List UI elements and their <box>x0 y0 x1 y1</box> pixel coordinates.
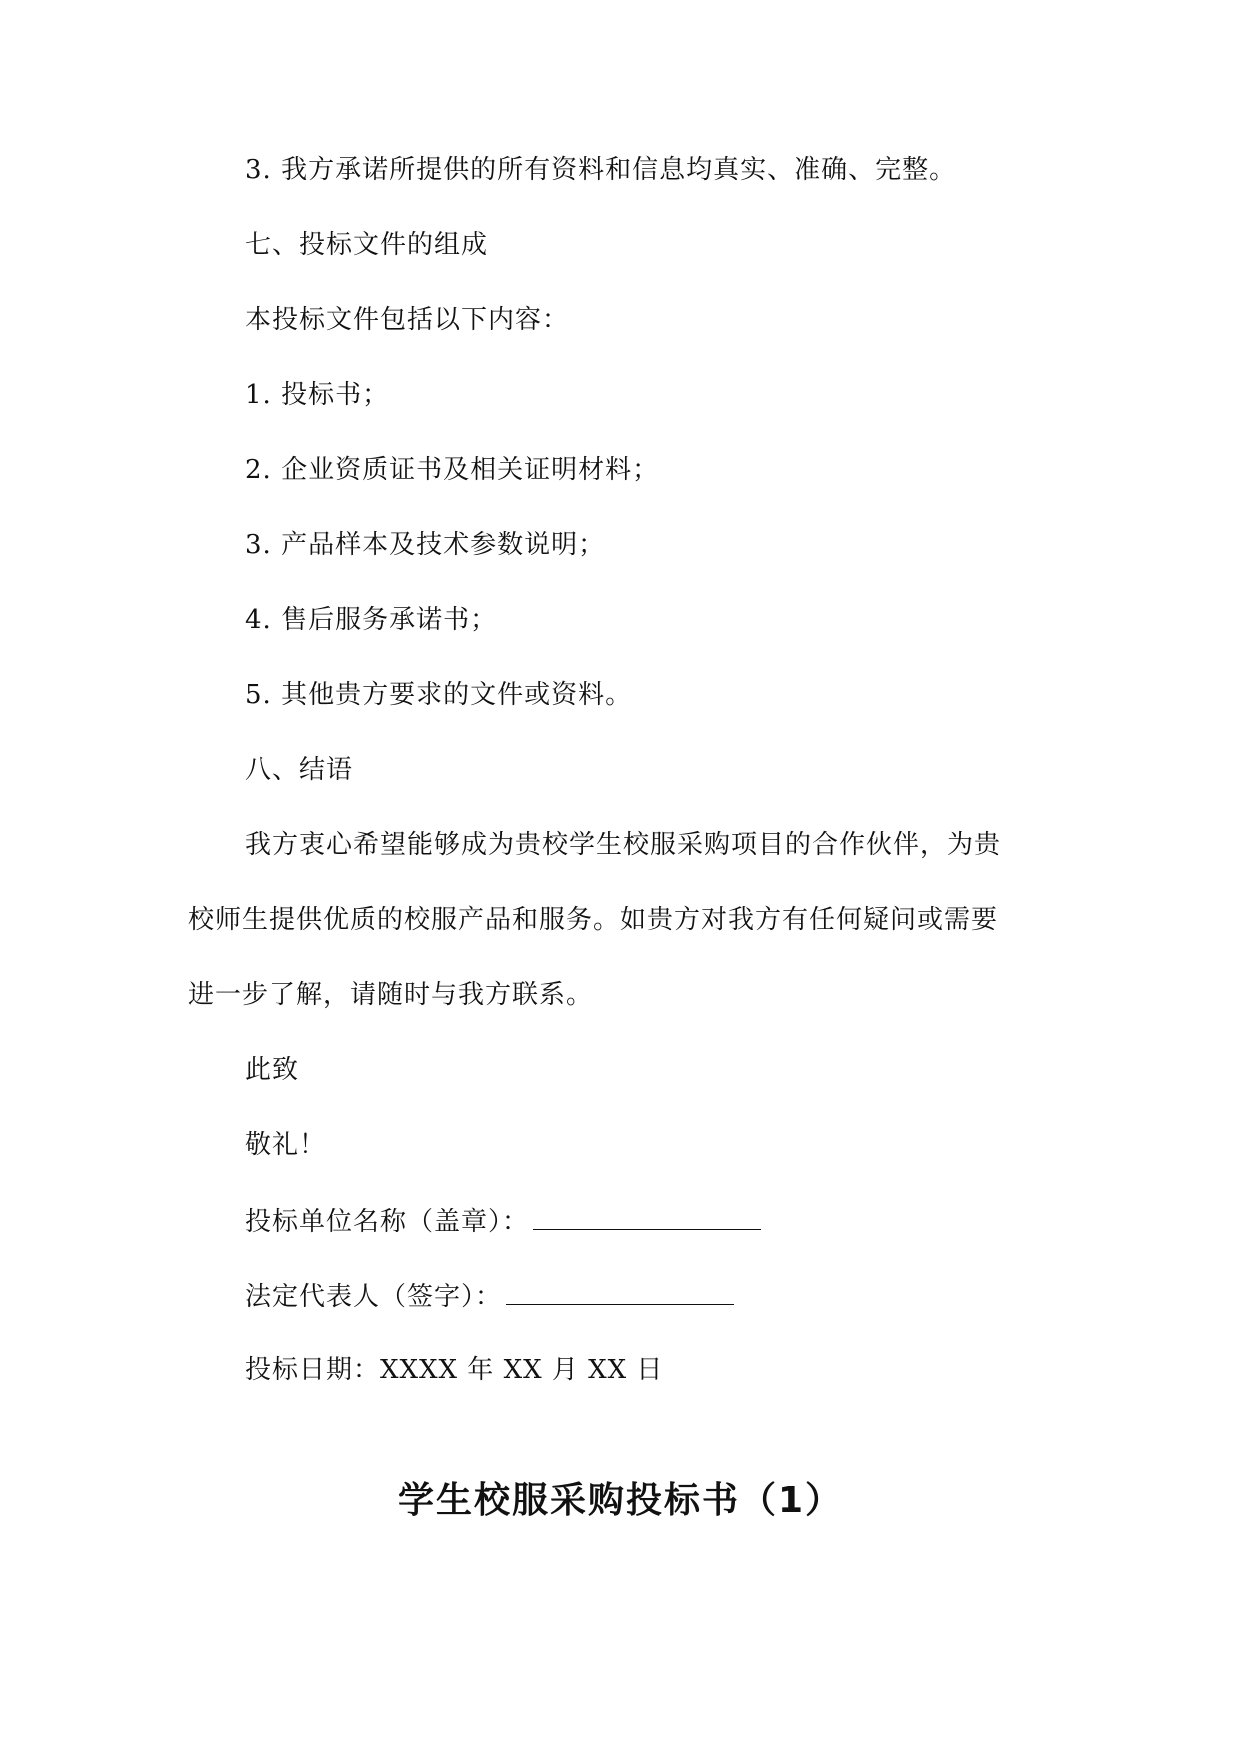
conclusion-paragraph-line: 校师生提供优质的校服产品和服务。如贵方对我方有任何疑问或需要 <box>188 905 999 935</box>
section-heading-conclusion: 八、结语 <box>245 755 354 785</box>
bidder-unit-blank <box>533 1203 761 1230</box>
list-item: 3. 产品样本及技术参数说明； <box>245 530 606 560</box>
conclusion-paragraph-line: 进一步了解，请随时与我方联系。 <box>188 980 594 1010</box>
legal-rep-blank <box>506 1278 734 1305</box>
document-title: 学生校服采购投标书（1） <box>397 1480 844 1521</box>
bidder-unit-field <box>245 1203 761 1239</box>
closing-salutation: 此致 <box>245 1055 300 1085</box>
legal-rep-label: 法定代表人（签字）： <box>245 1282 503 1312</box>
legal-rep-field <box>245 1278 734 1314</box>
bid-date: 投标日期：XXXX 年 XX 月 XX 日 <box>245 1355 664 1385</box>
bid-contents-intro: 本投标文件包括以下内容： <box>245 305 570 335</box>
bidder-unit-label: 投标单位名称（盖章）： <box>245 1207 530 1237</box>
list-item: 2. 企业资质证书及相关证明材料； <box>245 455 660 485</box>
section-heading-bid-composition: 七、投标文件的组成 <box>245 230 489 260</box>
list-item: 5. 其他贵方要求的文件或资料。 <box>245 680 633 710</box>
list-item: 4. 售后服务承诺书； <box>245 605 498 635</box>
list-item: 1. 投标书； <box>245 380 390 410</box>
conclusion-paragraph-line: 我方衷心希望能够成为贵校学生校服采购项目的合作伙伴，为贵 <box>245 830 1002 860</box>
commitment-item-3: 3. 我方承诺所提供的所有资料和信息均真实、准确、完整。 <box>245 155 957 185</box>
closing-regards: 敬礼！ <box>245 1130 327 1160</box>
